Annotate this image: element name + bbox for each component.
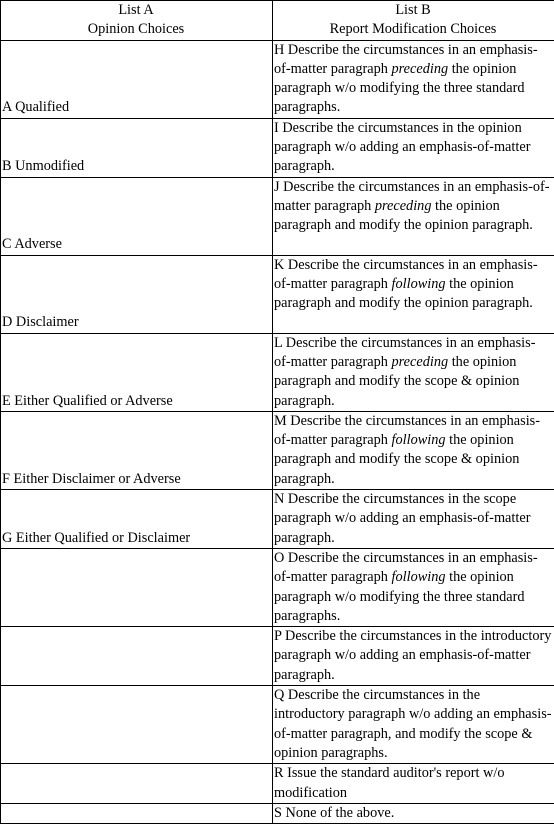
table-header-row (1, 1, 554, 41)
modification-choice-cell (273, 548, 554, 626)
emphasis-word: preceding (392, 61, 449, 77)
modification-choice-cell (273, 627, 554, 686)
modification-choice-cell (273, 177, 554, 255)
opinion-choice-cell: A Qualified (1, 40, 273, 118)
modification-choice-cell (273, 333, 554, 411)
modification-choice-cell (273, 411, 554, 489)
list-a-header (1, 1, 273, 41)
modification-choice-cell (273, 118, 554, 177)
modification-choice-cell (273, 490, 554, 549)
modification-text: M Describe the circumstances in an emphasis-of-matter paragraph (274, 413, 540, 448)
emphasis-word: preceding (375, 198, 432, 214)
emphasis-word: following (392, 432, 446, 448)
table-row (1, 490, 554, 549)
modification-text-continued: the opinion paragraph w/o modifying the three standard paragraphs. (274, 61, 525, 116)
opinion-choice-cell (1, 548, 273, 626)
modification-choice-cell (273, 686, 554, 764)
modification-text: L Describe the circumstances in an emphasis-of-matter paragraph (274, 335, 535, 370)
opinion-choice-cell: B Unmodified (1, 118, 273, 177)
table-row (1, 255, 554, 333)
modification-text-continued: the opinion paragraph and modify the opinion paragraph. (274, 276, 533, 311)
modification-text: O Describe the circumstances in an emphasis-of-matter paragraph (274, 550, 538, 585)
opinion-choice-cell (1, 627, 273, 686)
list-b-header (273, 1, 554, 41)
table-row (1, 118, 554, 177)
modification-choice-cell (273, 803, 554, 823)
modification-text-continued: the opinion paragraph and modify the scope & opinion paragraph. (274, 354, 519, 409)
opinion-choice-cell: E Either Qualified or Adverse (1, 333, 273, 411)
modification-text-continued: the opinion paragraph w/o modifying the three standard paragraphs. (274, 569, 525, 624)
table-row (1, 803, 554, 823)
table-row (1, 627, 554, 686)
modification-text-continued: the opinion paragraph and modify the opinion paragraph. (274, 198, 533, 233)
emphasis-word: following (392, 276, 446, 292)
modification-text: H Describe the circumstances in an emphasis-of-matter paragraph (274, 42, 538, 77)
list-a-subtitle: Opinion Choices (2, 20, 270, 39)
modification-text: P Describe the circumstances in the introductory paragraph w/o adding an emphasis-of-matter paragraph. (274, 628, 551, 683)
opinion-choice-cell (1, 803, 273, 823)
modification-text: R Issue the standard auditor's report w/o modification (274, 765, 504, 800)
opinion-choice-cell (1, 764, 273, 804)
list-b-title: List B (274, 1, 552, 20)
modification-text: S None of the above. (274, 805, 394, 821)
opinion-choice-cell (1, 686, 273, 764)
emphasis-word: preceding (392, 354, 449, 370)
table-row (1, 177, 554, 255)
modification-text: I Describe the circumstances in the opinion paragraph w/o adding an emphasis-of-matter paragraph. (274, 120, 530, 175)
list-b-subtitle: Report Modification Choices (274, 20, 552, 39)
opinion-choice-cell: C Adverse (1, 177, 273, 255)
table-row (1, 764, 554, 804)
list-a-title: List A (2, 1, 270, 20)
modification-text: K Describe the circumstances in an emphasis-of-matter paragraph (274, 257, 538, 292)
opinion-choice-cell: D Disclaimer (1, 255, 273, 333)
modification-text: Q Describe the circumstances in the introductory paragraph w/o adding an emphasis-of-matter paragraph, and modify the scope & opinion paragraphs. (274, 687, 552, 761)
opinion-choice-cell: F Either Disclaimer or Adverse (1, 411, 273, 489)
modification-choice-cell (273, 40, 554, 118)
modification-text: N Describe the circumstances in the scope paragraph w/o adding an emphasis-of-matter paragraph. (274, 491, 530, 546)
modification-text-continued: the opinion paragraph and modify the scope & opinion paragraph. (274, 432, 519, 487)
emphasis-word: following (392, 569, 446, 585)
table-row (1, 333, 554, 411)
opinion-choice-cell: G Either Qualified or Disclaimer (1, 490, 273, 549)
modification-text: J Describe the circumstances in an emphasis-of-matter paragraph (274, 179, 550, 214)
table-row (1, 548, 554, 626)
table-row (1, 686, 554, 764)
modification-choice-cell (273, 764, 554, 804)
modification-choice-cell (273, 255, 554, 333)
table-row (1, 40, 554, 118)
table-row (1, 411, 554, 489)
